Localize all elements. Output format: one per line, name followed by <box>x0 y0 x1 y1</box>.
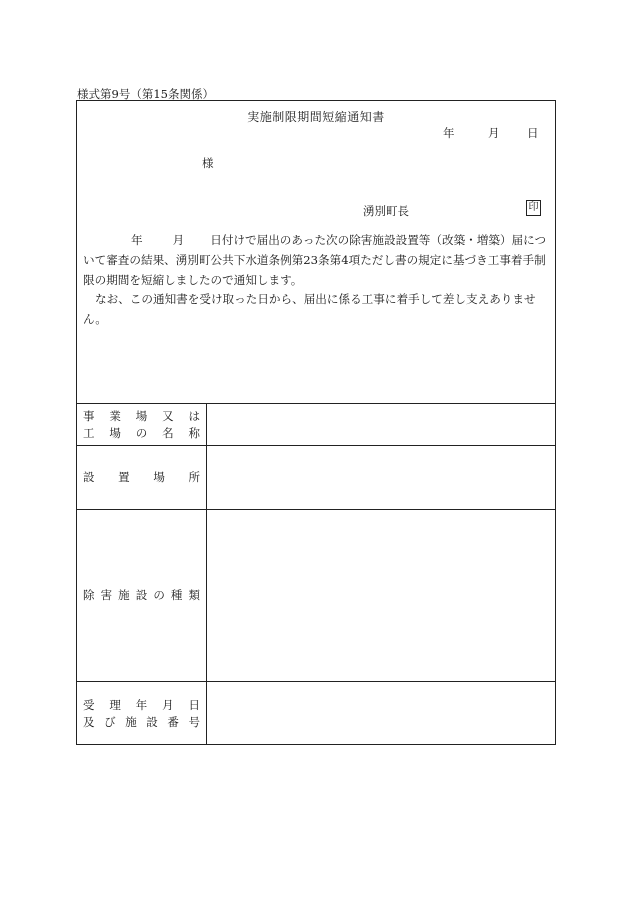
label-char: 種 <box>170 588 183 602</box>
issuer-name: 湧別町長 <box>363 204 409 218</box>
row-facility-type <box>77 509 555 681</box>
addressee-suffix: 様 <box>202 156 214 170</box>
date-day-unit: 日 <box>527 126 539 140</box>
label-line <box>83 425 200 442</box>
label-char: 月 <box>162 697 174 712</box>
para1-month: 月 <box>172 233 185 247</box>
label-line <box>83 697 200 714</box>
label-char: 除 <box>83 588 95 602</box>
label-line <box>83 587 200 604</box>
label-line <box>83 714 200 731</box>
field-location[interactable] <box>207 446 555 509</box>
label-char: 設 <box>83 470 95 484</box>
label-location <box>77 446 207 509</box>
label-business-name <box>77 404 207 445</box>
label-facility-type <box>77 510 207 681</box>
label-char: 日 <box>188 697 200 712</box>
field-receipt-info[interactable] <box>207 682 555 745</box>
label-char: 置 <box>118 470 130 484</box>
label-char: 工 <box>83 425 95 440</box>
label-char: 設 <box>135 588 148 602</box>
label-char: 場 <box>109 425 121 440</box>
label-char: 害 <box>100 588 113 602</box>
date-year-unit: 年 <box>443 126 455 140</box>
row-location <box>77 445 555 509</box>
label-char: 受 <box>83 697 95 712</box>
seal-mark: 印 <box>526 200 541 216</box>
label-char: 名 <box>162 425 174 440</box>
label-char: 理 <box>109 697 121 712</box>
row-business-name <box>77 403 555 445</box>
issue-date <box>443 125 539 141</box>
label-char: 称 <box>188 425 200 440</box>
row-receipt-info <box>77 681 555 745</box>
para1-year: 年 <box>131 233 143 247</box>
notice-paragraph-1 <box>83 231 549 290</box>
label-char: 場 <box>153 470 165 484</box>
label-char: の <box>153 588 165 602</box>
field-facility-type[interactable] <box>207 510 555 681</box>
label-char: 及 <box>83 714 95 729</box>
label-char: 年 <box>135 697 148 712</box>
label-char: 場 <box>135 408 148 423</box>
label-char: 所 <box>188 470 200 484</box>
form-number: 様式第9号（第15条関係） <box>77 87 214 101</box>
label-line <box>83 408 200 425</box>
notice-paragraph-2: なお、この通知書を受け取った日から、届出に係る工事に着手して差し支えありません。 <box>83 292 536 327</box>
label-char: は <box>188 408 200 423</box>
label-char: 施 <box>125 714 137 729</box>
para1-text: 日付けで届出のあった次の除害施設設置等（改築・増築）届について審査の結果、湧別町公共下水道条例第23条第4項ただし書の規定に基づき工事着手制限の期間を短縮しましたので通知します。 <box>83 233 547 287</box>
label-char: 業 <box>109 408 121 423</box>
label-line <box>83 469 200 486</box>
label-char: 事 <box>83 408 95 423</box>
label-char: び <box>104 714 116 729</box>
label-char: 番 <box>167 714 179 729</box>
date-month-unit: 月 <box>488 126 500 140</box>
field-business-name[interactable] <box>207 404 555 445</box>
label-char: 又 <box>162 408 174 423</box>
label-char: 号 <box>188 714 200 729</box>
label-char: 類 <box>188 588 200 602</box>
notice-form <box>76 100 556 745</box>
label-receipt-info <box>77 682 207 745</box>
label-char: の <box>135 425 148 440</box>
label-char: 設 <box>146 714 158 729</box>
document-title: 実施制限期間短縮通知書 <box>247 110 385 124</box>
label-char: 施 <box>118 588 130 602</box>
notice-body <box>83 231 549 330</box>
